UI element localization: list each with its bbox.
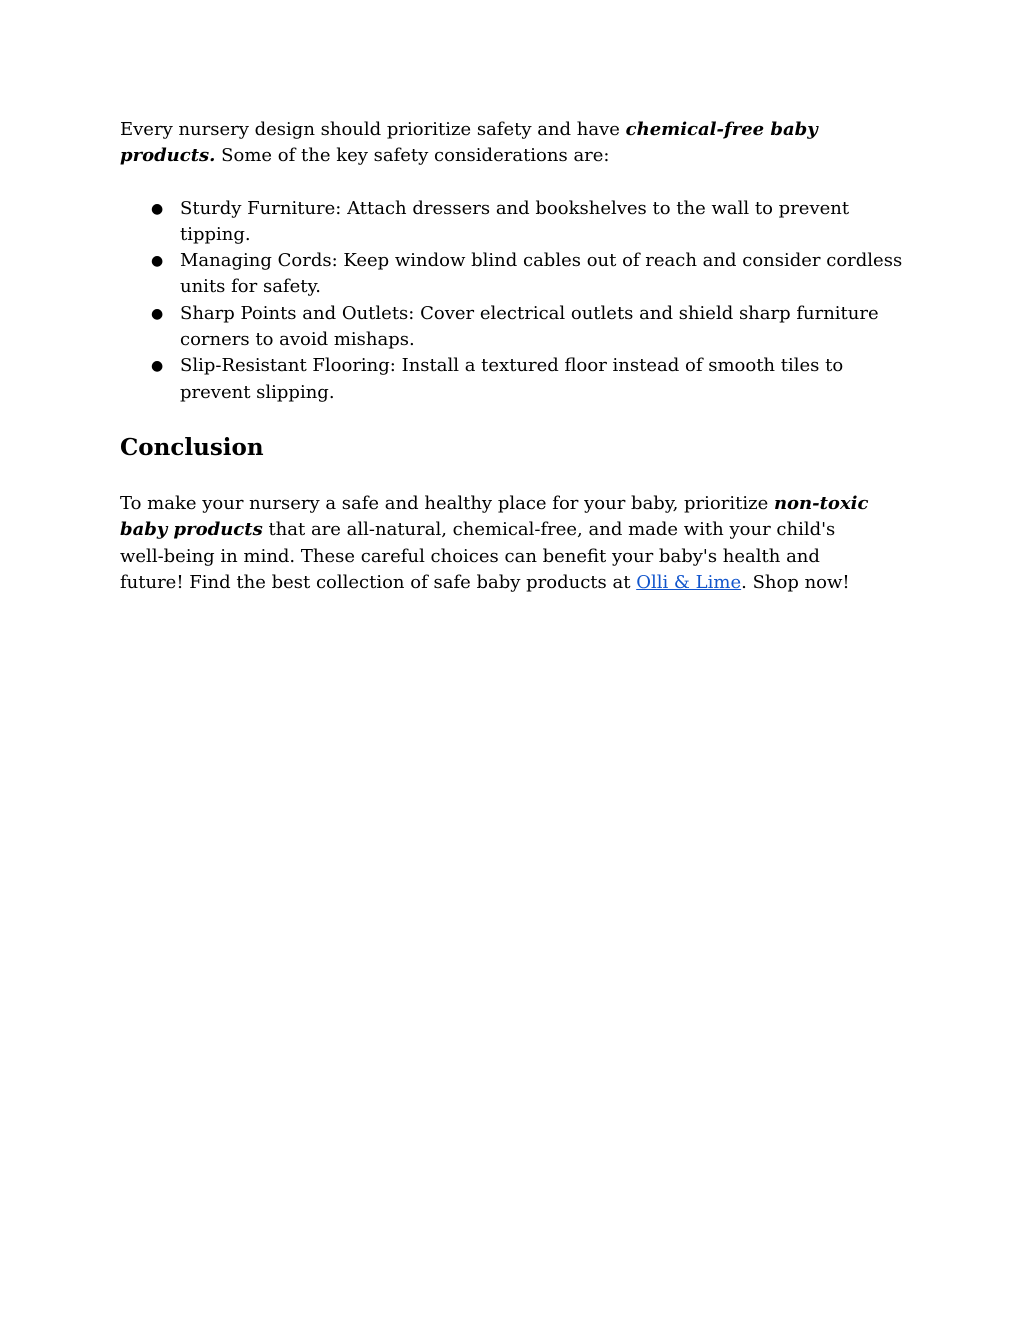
list-item — [120, 196, 910, 249]
list-item-text: Managing Cords: Keep window blind cables out of reach and consider cordless units for safety. — [180, 250, 903, 298]
intro-emphasis: chemical-free baby products. — [120, 119, 818, 167]
conclusion-text-middle: that are all-natural, chemical-free, and made with your child's well-being in mind. These careful choices can benefit your baby's health and future! Find the best collection of safe baby products at — [120, 519, 836, 593]
bullet-icon: ● — [151, 253, 164, 270]
intro-text-after: Some of the key safety considerations are: — [215, 145, 610, 167]
list-item — [120, 248, 910, 301]
list-item-text: Slip-Resistant Flooring: Install a textured floor instead of smooth tiles to prevent slipping. — [180, 355, 844, 403]
bullet-icon: ● — [151, 200, 164, 217]
intro-text-before: Every nursery design should prioritize safety and have — [120, 119, 626, 140]
document-page — [120, 117, 910, 596]
list-item — [120, 353, 910, 406]
conclusion-heading: Conclusion — [120, 433, 264, 461]
intro-paragraph — [120, 117, 820, 170]
conclusion-text-before: To make your nursery a safe and healthy place for your baby, prioritize — [120, 492, 774, 514]
conclusion-emphasis: non-toxic baby products — [120, 492, 869, 541]
olli-lime-link[interactable]: Olli & Lime — [636, 571, 742, 593]
conclusion-paragraph — [120, 491, 870, 596]
list-item-text: Sturdy Furniture: Attach dressers and bookshelves to the wall to prevent tipping. — [180, 197, 850, 245]
list-item — [120, 301, 910, 354]
bullet-icon: ● — [151, 358, 164, 375]
conclusion-text-after: . Shop now! — [741, 571, 850, 593]
safety-considerations-list — [120, 196, 910, 406]
list-item-text: Sharp Points and Outlets: Cover electrical outlets and shield sharp furniture corners to avoid mishaps. — [180, 302, 879, 351]
bullet-icon: ● — [151, 305, 164, 322]
